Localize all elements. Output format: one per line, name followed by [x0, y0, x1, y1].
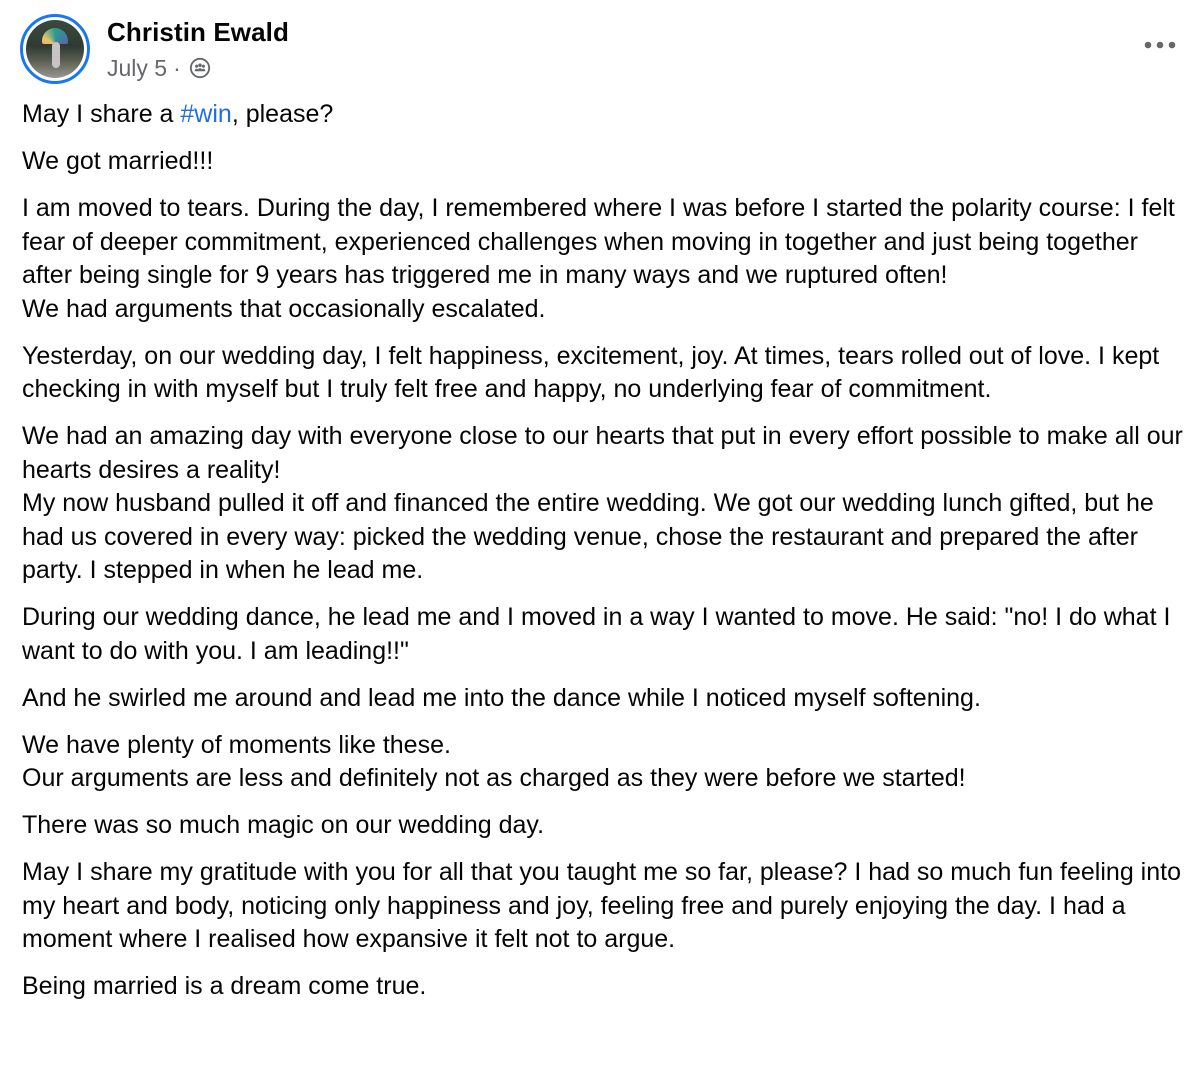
post-paragraph: During our wedding dance, he lead me and I moved in a way I wanted to move. He said: "no! I do what I want to do with you. I am leading!!" [22, 603, 1171, 665]
hashtag-link[interactable]: #win [180, 100, 232, 128]
post-paragraph: We had an amazing day with everyone close to our hearts that put in every effort possible to make all our hearts desires a reality! My now husband pulled it off and financed the entire wedding. We got our wedding lunch gifted, but he had us covered in every way: picked the wedding venue, chose the restaurant and prepared the after party. I stepped in when he lead me. [22, 422, 1183, 584]
more-options-button[interactable] [1140, 30, 1180, 60]
post-date[interactable]: July 5 [107, 54, 168, 81]
avatar-photo [26, 20, 84, 78]
author-name[interactable]: Christin Ewald [107, 17, 289, 47]
intro-after: , please? [231, 100, 334, 128]
group-audience-icon[interactable] [189, 57, 211, 79]
person-graphic [52, 42, 60, 68]
post-paragraph: Being married is a dream come true. [22, 972, 427, 1000]
post-intro [22, 98, 1187, 132]
intro-before: May I share a [22, 100, 181, 128]
post-body [22, 98, 1187, 1017]
post-header [20, 14, 1180, 84]
post-paragraph: We got married!!! [22, 147, 214, 175]
post-paragraph: I am moved to tears. During the day, I remembered where I was before I started the polarity course: I felt fear of deeper commitment, experienced challenges when moving in together and just being together after being single for 9 years has triggered me in many ways and we ruptured often! We had arguments that occasionally escalated. [22, 194, 1175, 323]
post-paragraph: There was so much magic on our wedding day. [22, 811, 545, 839]
avatar[interactable] [20, 14, 90, 84]
post-paragraph: May I share my gratitude with you for all that you taught me so far, please? I had so much fun feeling into my heart and body, noticing only happiness and joy, feeling free and purely enjoying the day. I had a moment where I realised how expansive it felt not to argue. [22, 858, 1181, 953]
meta-separator: · [173, 54, 181, 81]
post-paragraph: Yesterday, on our wedding day, I felt happiness, excitement, joy. At times, tears rolled out of love. I kept checking in with myself but I truly felt free and happy, no underlying fear of commitment. [22, 341, 1160, 403]
post-paragraph: We have plenty of moments like these. Our arguments are less and definitely not as charged as they were before we started! [22, 730, 966, 792]
more-options-icon [1144, 41, 1176, 49]
post-meta [107, 54, 211, 82]
post-paragraph: And he swirled me around and lead me into the dance while I noticed myself softening. [22, 683, 981, 712]
